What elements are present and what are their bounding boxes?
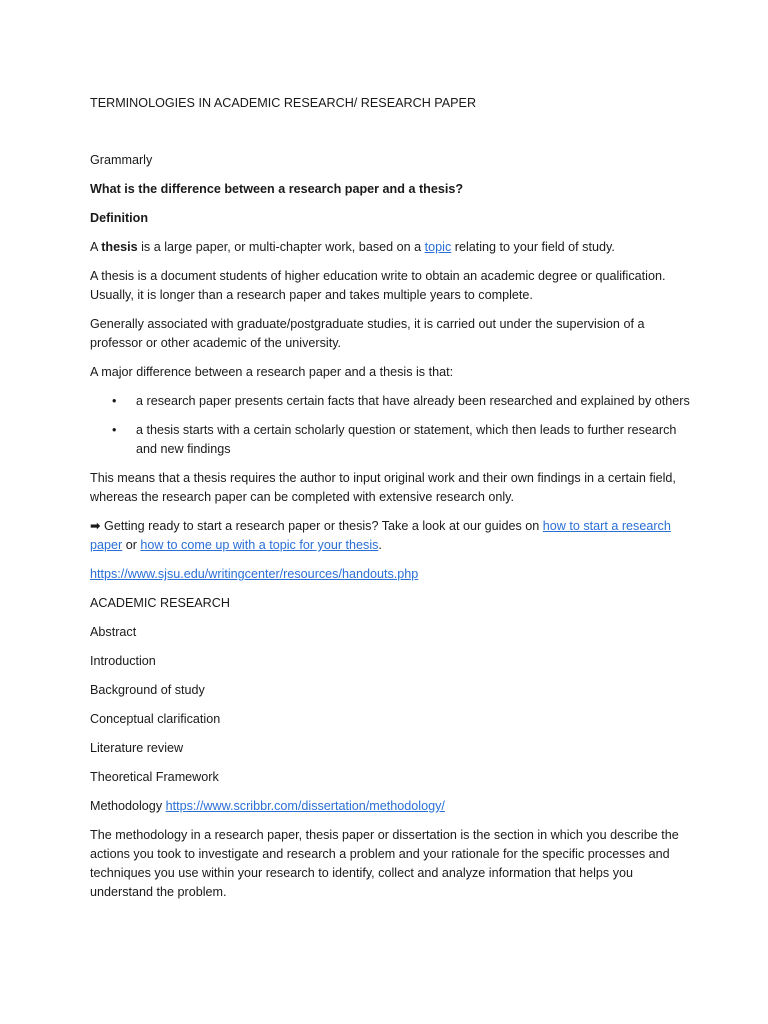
sjsu-url-paragraph bbox=[90, 565, 690, 584]
section-abstract: Abstract bbox=[90, 625, 137, 639]
list-item bbox=[90, 392, 690, 411]
list-item-text: a thesis starts with a certain scholarly question or statement, which then leads to further research and new findings bbox=[136, 423, 677, 456]
section-conceptual-clarification: Conceptual clarification bbox=[90, 712, 221, 726]
section-introduction: Introduction bbox=[90, 654, 156, 668]
conclusion-paragraph: This means that a thesis requires the author to input original work and their own findings in a certain field, whereas the research paper can be completed with extensive research only. bbox=[90, 471, 676, 504]
section-theoretical-framework: Theoretical Framework bbox=[90, 770, 219, 784]
difference-list bbox=[90, 392, 690, 459]
question-heading: What is the difference between a research paper and a thesis? bbox=[90, 182, 464, 196]
list-item bbox=[90, 421, 690, 459]
thesis-topic-link[interactable]: how to come up with a topic for your thesis bbox=[140, 538, 379, 552]
guides-paragraph bbox=[90, 517, 690, 555]
list-item-text: a research paper presents certain facts that have already been researched and explained by others bbox=[136, 394, 690, 408]
thesis-definition-paragraph bbox=[90, 238, 690, 257]
methodology-paragraph: The methodology in a research paper, thesis paper or dissertation is the section in which you describe the actions you took to investigate and research a problem and your rationale for the specific processes and techniques you use within your research to identify, collect and analyze information that helps you understand the problem. bbox=[90, 828, 679, 899]
document-page bbox=[90, 94, 690, 912]
graduate-studies-paragraph: Generally associated with graduate/postgraduate studies, it is carried out under the supervision of a professor or other academic of the university. bbox=[90, 317, 645, 350]
section-background: Background of study bbox=[90, 683, 205, 697]
topic-link[interactable]: topic bbox=[424, 240, 452, 254]
thesis-def-post: relating to your field of study. bbox=[451, 240, 615, 254]
section-literature-review: Literature review bbox=[90, 741, 184, 755]
scribbr-methodology-link[interactable]: https://www.scribbr.com/dissertation/methodology/ bbox=[165, 799, 445, 813]
document-title: TERMINOLOGIES IN ACADEMIC RESEARCH/ RESEARCH PAPER bbox=[90, 96, 477, 110]
thesis-term: thesis bbox=[101, 240, 138, 254]
academic-research-heading: ACADEMIC RESEARCH bbox=[90, 596, 230, 610]
sjsu-handouts-link[interactable]: https://www.sjsu.edu/writingcenter/resources/handouts.php bbox=[90, 567, 419, 581]
thesis-def-mid: is a large paper, or multi-chapter work, based on a bbox=[137, 240, 425, 254]
guides-pre: Getting ready to start a research paper or thesis? Take a look at our guides on bbox=[100, 519, 543, 533]
bullet-icon: • bbox=[112, 423, 117, 437]
guides-post: . bbox=[378, 538, 382, 552]
thesis-def-pre: A bbox=[90, 240, 102, 254]
thesis-description-paragraph: A thesis is a document students of higher education write to obtain an academic degree or qualification. Usually, it is longer than a research paper and takes multiple years to complete. bbox=[90, 269, 666, 302]
methodology-label: Methodology bbox=[90, 799, 166, 813]
guides-mid: or bbox=[122, 538, 141, 552]
bullet-icon: • bbox=[112, 394, 117, 408]
methodology-line bbox=[90, 797, 690, 816]
definition-heading: Definition bbox=[90, 211, 149, 225]
source-label: Grammarly bbox=[90, 153, 153, 167]
major-difference-paragraph: A major difference between a research paper and a thesis is that: bbox=[90, 365, 454, 379]
start-research-paper-link[interactable]: how to start a research paper bbox=[90, 519, 671, 552]
arrow-right-icon: ➡ bbox=[90, 519, 101, 533]
